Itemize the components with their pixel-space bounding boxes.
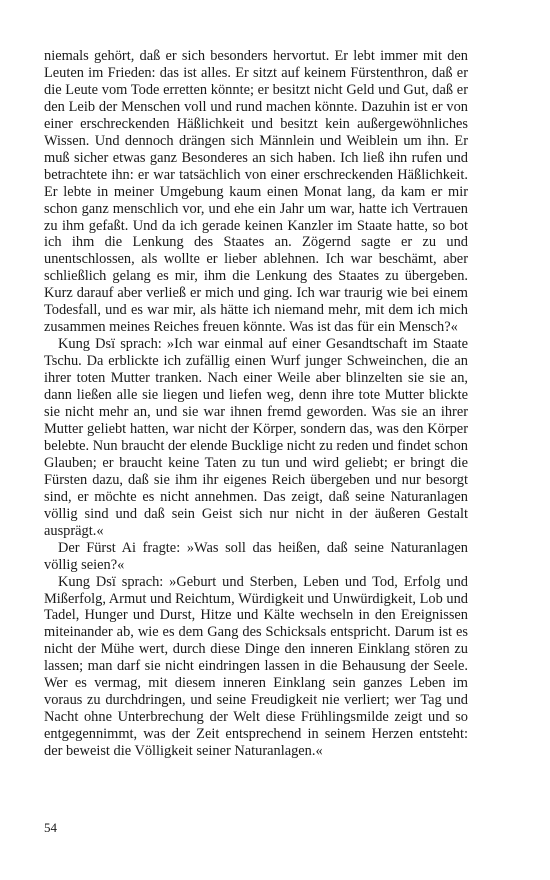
- paragraph-1: niemals gehört, daß er sich besonders hervortut. Er lebt immer mit den Leuten im Frieden: das ist alles. Er sitzt auf keinem Fürstenthron, daß er die Leute vom Tode erretten könnte; er besitzt nicht Geld und Gut, daß er den Leib der Menschen voll und rund machen könnte. Dazuhin ist er von einer erschreckenden Häßlichkeit und besitzt kein außergewöhnliches Wissen. Und dennoch drängen sich Männlein und Weiblein um ihn. Er muß sicher etwas ganz Besonderes an sich haben. Ich ließ ihn rufen und betrachtete ihn: er war tatsächlich von einer erschreckenden Häßlichkeit. Er lebte in meiner Umgebung kaum einen Monat lang, da kam er mir schon ganz menschlich vor, und ehe ein Jahr um war, hatte ich Vertrauen zu ihm gefaßt. Und da ich gerade keinen Kanzler im Staate hatte, so bot ich ihm die Lenkung des Staates an. Zögernd sagte er zu und unentschlossen, als wollte er lieber ablehnen. Ich war beschämt, aber schließlich gelang es mir, ihm die Lenkung des Staates zu übergeben. Kurz darauf aber verließ er mich und ging. Ich war traurig wie bei einem Todesfall, und es war mir, als hätte ich niemand mehr, mit dem ich mich zusammen meines Reiches freuen könnte. Was ist das für ein Mensch?«: [44, 48, 468, 336]
- paragraph-3: Der Fürst Ai fragte: »Was soll das heißen, daß seine Naturanlagen völlig seien?«: [44, 539, 468, 573]
- page-body: [44, 48, 468, 760]
- paragraph-2: Kung Dsï sprach: »Ich war einmal auf einer Gesandtschaft im Staate Tschu. Da erblickte ich zufällig einen Wurf junger Schweinchen, die an ihrer toten Mutter tranken. Nach einer Weile aber blinzelten sie sie an, dann ließen alle sie liegen und liefen weg, denn ihre tote Mutter blickte sie nicht mehr an, und sie war ihnen fremd geworden. Was sie an ihrer Mutter geliebt hatten, war nicht der Körper, sondern das, was den Körper belebte. Nun braucht der elende Bucklige nicht zu reden und findet schon Glauben; er braucht keine Taten zu tun und wird geliebt; er bringt die Fürsten dazu, daß sie ihm ihr eigenes Reich übergeben und nur besorgt sind, er möchte es nicht annehmen. Das zeigt, daß seine Naturanlagen völlig sind und daß sein Geist sich nur nicht in der äußeren Gestalt ausprägt.«: [44, 336, 468, 539]
- page-number: 54: [44, 820, 57, 835]
- paragraph-4: Kung Dsï sprach: »Geburt und Sterben, Leben und Tod, Erfolg und Mißerfolg, Armut und Reichtum, Würdigkeit und Unwürdigkeit, Lob und Tadel, Hunger und Durst, Hitze und Kälte wechseln in den Ereignissen miteinander ab, wie es dem Gang des Schicksals entspricht. Darum ist es nicht der Mühe wert, durch diese Dinge den inneren Einklang stören zu lassen; man darf sie nicht eindringen lassen in die Behausung der Seele. Wer es vermag, mit diesem inneren Einklang sein ganzes Leben im voraus zu durchdringen, und seine Freudigkeit nie verliert; wer Tag und Nacht ohne Unterbrechung der Welt diese Frühlingsmilde zeigt und so entgegennimmt, was der Zeit entsprechend in seinem Herzen entsteht: der beweist die Völligkeit seiner Naturanlagen.«: [44, 573, 468, 760]
